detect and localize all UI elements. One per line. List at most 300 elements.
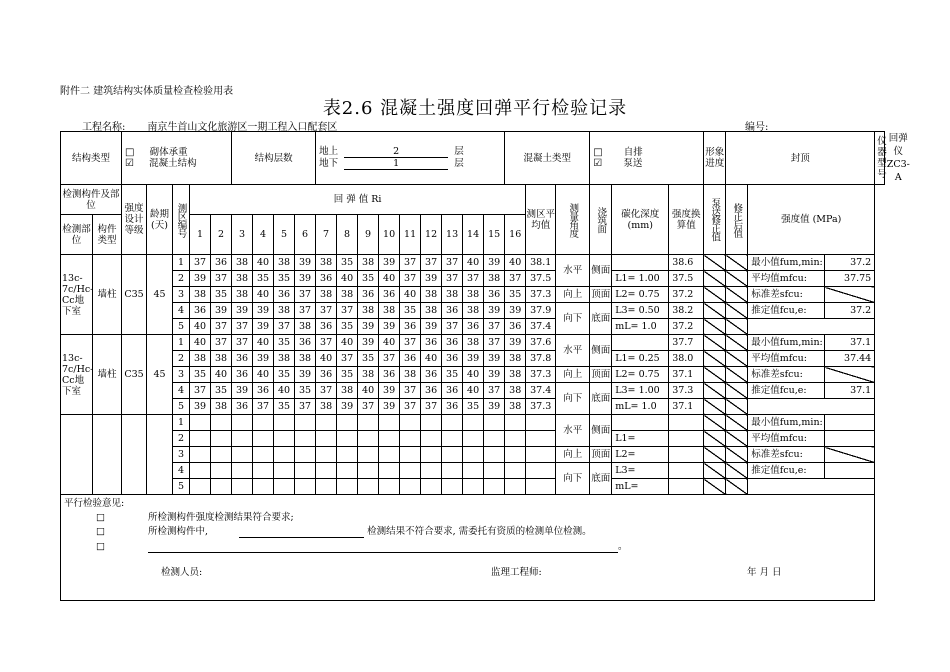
rebound-value-cell: 38 (274, 303, 295, 319)
project-label: 工程名称: (82, 122, 126, 133)
rebound-value-cell: 36 (316, 367, 337, 383)
rebound-value-cell: 38 (358, 303, 379, 319)
table-row (61, 335, 885, 351)
zone-no-cell: 4 (173, 463, 190, 479)
rebound-value-cell: 36 (379, 287, 400, 303)
rebound-value-cell: 39 (232, 303, 253, 319)
table-row (61, 351, 885, 367)
rebound-value-cell: 38 (379, 303, 400, 319)
rebound-value-cell (316, 463, 337, 479)
rebound-value-cell: 36 (400, 351, 421, 367)
member-type-cell (93, 415, 122, 495)
rebound-value-cell: 36 (274, 287, 295, 303)
concrete-checkbox[interactable]: ☑ (125, 158, 134, 169)
rebound-value-cell: 39 (295, 255, 316, 271)
part-header: 检测部位 (61, 215, 93, 255)
rebound-value-cell (463, 431, 484, 447)
masonry-label: 砌体承重 (149, 147, 188, 158)
conv-cell: 38.0 (669, 351, 704, 367)
opinion-blank-2[interactable] (148, 541, 618, 553)
rebound-value-cell (505, 415, 526, 431)
rebound-value-cell (211, 479, 232, 495)
rebound-value-cell: 38 (232, 255, 253, 271)
summary-value (825, 447, 875, 463)
rebound-value-cell (400, 447, 421, 463)
struct-type-options (122, 132, 232, 185)
rebound-value-cell (442, 431, 463, 447)
face-cell: 底面 (590, 303, 612, 335)
index-header: 15 (484, 215, 505, 255)
zone-avg-cell: 37.8 (526, 351, 556, 367)
zone-no-cell: 2 (173, 431, 190, 447)
rebound-value-cell: 37 (337, 351, 358, 367)
zone-no-header: 测区编号 (173, 185, 190, 255)
rebound-value-cell: 39 (421, 271, 442, 287)
conv-header: 强度换算值 (669, 185, 704, 255)
rebound-value-cell: 40 (379, 335, 400, 351)
pump-corr-cell (704, 319, 726, 335)
rebound-value-cell: 38 (337, 287, 358, 303)
opinion-period: 。 (618, 541, 628, 552)
summary-label: 平均值mfcu: (748, 271, 825, 287)
index-header: 4 (253, 215, 274, 255)
serial-label: 编号: (745, 122, 769, 133)
summary-value (825, 431, 875, 447)
rebound-value-cell (211, 431, 232, 447)
pump-corr-cell (704, 447, 726, 463)
summary-value: 37.44 (825, 351, 875, 367)
rebound-value-cell (358, 415, 379, 431)
rebound-value-cell (358, 447, 379, 463)
table-row (61, 479, 885, 495)
rebound-value-cell: 37 (400, 335, 421, 351)
pumped-label: 泵送 (623, 158, 643, 169)
rebound-value-cell: 40 (253, 367, 274, 383)
rebound-value-cell: 36 (232, 351, 253, 367)
rebound-value-cell: 38 (358, 367, 379, 383)
rebound-value-cell: 38 (442, 287, 463, 303)
table-row (61, 319, 885, 335)
member-type-cell: 墙柱 (93, 255, 122, 335)
rebound-value-cell: 39 (484, 351, 505, 367)
corr-cell (726, 335, 748, 351)
summary-label: 最小值fum,min: (748, 415, 825, 431)
zone-avg-cell: 37.3 (526, 287, 556, 303)
rebound-value-cell (190, 415, 211, 431)
opinion-title: 平行检验意见: (64, 498, 125, 509)
rebound-value-cell: 37 (400, 383, 421, 399)
opinion-checkbox-3[interactable]: □ (96, 541, 105, 552)
rebound-value-cell: 39 (295, 271, 316, 287)
table-row (61, 367, 885, 383)
rebound-value-cell: 38 (484, 271, 505, 287)
carb-cell (612, 255, 669, 271)
summary-value (825, 367, 875, 383)
opinion-text-1: 所检测构件强度检测结果符合要求; (148, 512, 294, 523)
zone-no-cell: 1 (173, 255, 190, 271)
zone-no-cell: 3 (173, 447, 190, 463)
carb-cell (612, 335, 669, 351)
conv-cell (669, 447, 704, 463)
rebound-value-cell: 37 (232, 319, 253, 335)
rebound-value-cell (190, 463, 211, 479)
rebound-value-cell: 36 (253, 383, 274, 399)
rebound-value-cell: 35 (274, 367, 295, 383)
instrument-model-label: 仪器型号 (877, 136, 887, 180)
self-flow-checkbox[interactable]: □ (593, 147, 603, 158)
carb-cell: mL= 1.0 (612, 399, 669, 415)
rebound-value-cell (442, 479, 463, 495)
rebound-value-cell: 35 (274, 335, 295, 351)
summary-value: 37.2 (825, 255, 875, 271)
angle-cell: 向下 (556, 303, 590, 335)
summary-value: 37.1 (825, 335, 875, 351)
zone-avg-cell: 37.4 (526, 383, 556, 399)
rebound-value-cell: 38 (316, 287, 337, 303)
rebound-value-cell: 36 (505, 319, 526, 335)
zone-no-cell: 3 (173, 367, 190, 383)
rebound-value-cell (421, 431, 442, 447)
below-label: 地下 (319, 158, 339, 169)
grade-cell (122, 415, 147, 495)
rebound-value-cell: 39 (379, 399, 400, 415)
part-cell: 13c-7c/Hc-Cc地下室 (61, 255, 93, 335)
rebound-value-cell (337, 431, 358, 447)
zone-no-cell: 1 (173, 415, 190, 431)
rebound-value-cell: 35 (442, 367, 463, 383)
corr-cell (726, 319, 748, 335)
conc-type-label: 混凝土类型 (505, 132, 590, 185)
member-type-header: 构件类型 (93, 215, 122, 255)
rebound-value-cell: 39 (463, 351, 484, 367)
rebound-value-cell (421, 415, 442, 431)
opinion-line-1 (64, 512, 874, 523)
rebound-value-cell: 35 (190, 367, 211, 383)
carb-header: 碳化深度(mm) (612, 185, 669, 255)
rebound-value-cell (190, 479, 211, 495)
corr-cell (726, 415, 748, 431)
rebound-value-cell (274, 415, 295, 431)
rebound-value-cell: 38 (211, 351, 232, 367)
carb-cell: L2= 0.75 (612, 287, 669, 303)
rebound-value-cell (295, 415, 316, 431)
index-header: 9 (358, 215, 379, 255)
pump-corr-cell (704, 431, 726, 447)
supervisor-label: 监理工程师: (491, 567, 542, 578)
angle-header: 测量角度 (556, 185, 590, 255)
rebound-value-cell (400, 463, 421, 479)
zone-avg-cell: 38.1 (526, 255, 556, 271)
rebound-value-cell: 39 (232, 383, 253, 399)
conv-cell: 37.1 (669, 367, 704, 383)
opinion-blank-1[interactable] (239, 526, 364, 538)
conv-cell (669, 431, 704, 447)
rebound-value-cell (316, 447, 337, 463)
pump-corr-cell (704, 271, 726, 287)
rebound-value-cell: 39 (358, 319, 379, 335)
rebound-value-cell (253, 463, 274, 479)
rebound-value-cell: 40 (253, 335, 274, 351)
rebound-value-cell (316, 415, 337, 431)
rebound-value-cell: 39 (211, 303, 232, 319)
rebound-value-cell: 35 (295, 383, 316, 399)
rebound-value-cell: 39 (190, 271, 211, 287)
summary-label: 标准差sfcu: (748, 447, 825, 463)
rebound-value-cell: 37 (211, 319, 232, 335)
rebound-value-cell: 37 (316, 303, 337, 319)
pump-corr-cell (704, 479, 726, 495)
conc-type-options (590, 132, 704, 185)
corr-cell (726, 351, 748, 367)
rebound-value-cell: 39 (484, 255, 505, 271)
rebound-value-cell: 37 (484, 319, 505, 335)
rebound-value-cell (442, 447, 463, 463)
pump-corr-cell (704, 255, 726, 271)
rebound-value-cell: 36 (442, 399, 463, 415)
header-row-1 (61, 185, 885, 215)
rebound-value-cell: 37 (505, 271, 526, 287)
rebound-value-cell: 35 (274, 399, 295, 415)
carb-cell: L2= 0.75 (612, 367, 669, 383)
zone-no-cell: 2 (173, 271, 190, 287)
rebound-value-cell: 37 (442, 319, 463, 335)
zone-no-cell: 3 (173, 287, 190, 303)
rebound-value-cell: 38 (232, 271, 253, 287)
rebound-value-cell: 37 (295, 303, 316, 319)
rebound-value-cell: 35 (337, 255, 358, 271)
zone-avg-header: 测区平均值 (526, 185, 556, 255)
conv-cell: 38.6 (669, 255, 704, 271)
masonry-checkbox[interactable]: □ (125, 147, 135, 158)
rebound-value-cell (253, 447, 274, 463)
self-flow-label: 自排 (623, 147, 643, 158)
progress-label: 形象进度 (704, 132, 726, 185)
summary-value: 37.2 (825, 303, 875, 319)
rebound-value-cell: 40 (421, 351, 442, 367)
zone-no-cell: 5 (173, 319, 190, 335)
index-header: 7 (316, 215, 337, 255)
rebound-value-cell (211, 415, 232, 431)
opinion-line-2 (64, 526, 874, 538)
corr-cell (726, 271, 748, 287)
rebound-value-cell: 40 (253, 255, 274, 271)
zone-avg-cell: 37.9 (526, 303, 556, 319)
corr-cell (726, 463, 748, 479)
carb-value: 0.50 (638, 305, 660, 316)
corr-cell (726, 303, 748, 319)
rebound-value-cell: 36 (190, 303, 211, 319)
date-label: 年 月 日 (747, 567, 782, 578)
carb-value: 1.00 (638, 273, 660, 284)
rebound-value-cell (337, 463, 358, 479)
rebound-value-cell: 39 (295, 367, 316, 383)
rebound-value-cell: 40 (274, 383, 295, 399)
index-header: 13 (442, 215, 463, 255)
strength-header: 强度值 (MPa) (748, 185, 875, 255)
signature-row (64, 567, 874, 581)
rebound-value-cell (400, 431, 421, 447)
summary-value: 37.75 (825, 271, 875, 287)
zone-avg-cell (526, 415, 556, 431)
rebound-value-cell (253, 415, 274, 431)
table-row (61, 383, 885, 399)
rebound-value-cell: 37 (442, 255, 463, 271)
zone-no-cell: 4 (173, 383, 190, 399)
layers-label: 结构层数 (232, 132, 316, 185)
rebound-value-cell: 39 (484, 367, 505, 383)
rebound-value-cell: 38 (274, 351, 295, 367)
rebound-value-cell (421, 479, 442, 495)
rebound-value-cell: 38 (463, 303, 484, 319)
corr-header: 修正后值 (726, 185, 748, 255)
carb-cell: L3= (612, 463, 669, 479)
rebound-value-cell: 38 (337, 383, 358, 399)
conv-cell (669, 463, 704, 479)
rebound-value-cell (211, 447, 232, 463)
rebound-value-cell (274, 447, 295, 463)
rebound-value-cell (337, 479, 358, 495)
rebound-value-cell (274, 463, 295, 479)
rebound-value-cell (484, 463, 505, 479)
rebound-value-cell (379, 447, 400, 463)
summary-value: 37.1 (825, 383, 875, 399)
above-unit: 层 (454, 146, 464, 157)
rebound-value-cell: 38 (505, 399, 526, 415)
index-header: 14 (463, 215, 484, 255)
rebound-value-cell: 37 (295, 287, 316, 303)
rebound-value-cell: 37 (274, 319, 295, 335)
member-group-header: 检测构件及部位 (61, 185, 122, 215)
carb-cell: L3= 1.00 (612, 383, 669, 399)
rebound-value-cell (316, 479, 337, 495)
rebound-value-cell: 36 (421, 367, 442, 383)
rebound-value-cell: 37 (190, 255, 211, 271)
rebound-value-cell: 36 (400, 319, 421, 335)
summary-blank (748, 399, 875, 415)
rebound-value-cell (232, 463, 253, 479)
project-name: 南京牛首山文化旅游区一期工程入口配套区 (147, 122, 338, 133)
rebound-value-cell (274, 479, 295, 495)
corr-cell (726, 431, 748, 447)
rebound-value-cell (442, 415, 463, 431)
pump-corr-cell (704, 367, 726, 383)
summary-value (825, 415, 875, 431)
opinion-checkbox-1[interactable]: □ (96, 512, 105, 523)
rebound-value-cell: 38 (211, 399, 232, 415)
face-cell: 顶面 (590, 447, 612, 463)
rebound-value-cell: 37 (400, 399, 421, 415)
summary-label: 推定值fcu,e: (748, 383, 825, 399)
rebound-value-cell: 35 (463, 399, 484, 415)
rebound-value-cell: 38 (463, 287, 484, 303)
rebound-value-cell: 37 (253, 399, 274, 415)
appendix-title: 附件二 建筑结构实体质量检查检验用表 (60, 86, 234, 97)
rebound-value-cell (232, 431, 253, 447)
rebound-value-cell: 37 (400, 271, 421, 287)
table-row (61, 415, 885, 431)
rebound-value-cell: 35 (274, 271, 295, 287)
rebound-value-cell: 37 (379, 351, 400, 367)
rebound-value-cell: 37 (484, 383, 505, 399)
above-value: 2 (344, 146, 448, 158)
rebound-value-cell (505, 447, 526, 463)
below-value: 1 (344, 158, 448, 170)
zone-avg-cell (526, 463, 556, 479)
zone-avg-cell (526, 447, 556, 463)
rebound-value-cell: 38 (505, 351, 526, 367)
rebound-value-cell: 37 (295, 399, 316, 415)
rebound-value-cell: 40 (337, 271, 358, 287)
opinion-line-3 (64, 541, 874, 553)
corr-cell (726, 255, 748, 271)
rebound-value-cell: 36 (463, 319, 484, 335)
rebound-value-cell: 38 (421, 303, 442, 319)
age-cell: 45 (147, 255, 173, 335)
rebound-value-cell: 38 (400, 367, 421, 383)
carb-cell: L1= 1.00 (612, 271, 669, 287)
rebound-value-cell (379, 479, 400, 495)
corr-cell (726, 479, 748, 495)
summary-blank (748, 319, 875, 335)
zone-avg-cell: 37.4 (526, 319, 556, 335)
summary-label: 推定值fcu,e: (748, 303, 825, 319)
rebound-value-cell (421, 447, 442, 463)
rebound-value-cell (295, 479, 316, 495)
summary-label: 推定值fcu,e: (748, 463, 825, 479)
above-label: 地上 (319, 146, 339, 157)
rebound-value-cell: 39 (253, 351, 274, 367)
carb-value: 1.00 (638, 385, 660, 396)
zone-avg-cell: 37.3 (526, 367, 556, 383)
table-row (61, 463, 885, 479)
rebound-value-cell: 39 (505, 303, 526, 319)
rebound-value-cell: 38 (190, 287, 211, 303)
rebound-value-cell: 37 (400, 255, 421, 271)
rebound-value-cell (190, 431, 211, 447)
rebound-value-cell (190, 447, 211, 463)
index-header: 2 (211, 215, 232, 255)
rebound-value-cell: 35 (358, 271, 379, 287)
rebound-value-cell: 38 (232, 287, 253, 303)
rebound-value-cell: 35 (400, 303, 421, 319)
summary-blank (748, 479, 875, 495)
pump-corr-header: 泵送修正值 (704, 185, 726, 255)
rebound-value-cell: 37 (190, 383, 211, 399)
rebound-value-cell: 40 (190, 319, 211, 335)
page-title: 表2.6 混凝土强度回弹平行检验记录 (322, 98, 628, 119)
rebound-value-cell: 36 (358, 287, 379, 303)
part-cell: 13c-7c/Hc-Cc地下室 (61, 335, 93, 415)
rebound-value-cell (379, 431, 400, 447)
rebound-value-cell (379, 415, 400, 431)
grade-cell: C35 (122, 255, 147, 335)
rebound-value-cell: 37 (421, 399, 442, 415)
face-cell: 侧面 (590, 415, 612, 447)
pump-corr-cell (704, 383, 726, 399)
rebound-value-cell: 37 (337, 303, 358, 319)
face-cell: 顶面 (590, 287, 612, 303)
pumped-checkbox[interactable]: ☑ (593, 158, 603, 169)
carb-value: 1.0 (641, 401, 657, 412)
rebound-value-cell: 40 (358, 383, 379, 399)
zone-no-cell: 4 (173, 303, 190, 319)
summary-label: 平均值mfcu: (748, 431, 825, 447)
rebound-value-cell (358, 463, 379, 479)
rebound-value-cell: 35 (505, 287, 526, 303)
index-header: 16 (505, 215, 526, 255)
opinion-checkbox-2[interactable]: □ (96, 526, 105, 537)
rebound-value-cell: 39 (337, 399, 358, 415)
